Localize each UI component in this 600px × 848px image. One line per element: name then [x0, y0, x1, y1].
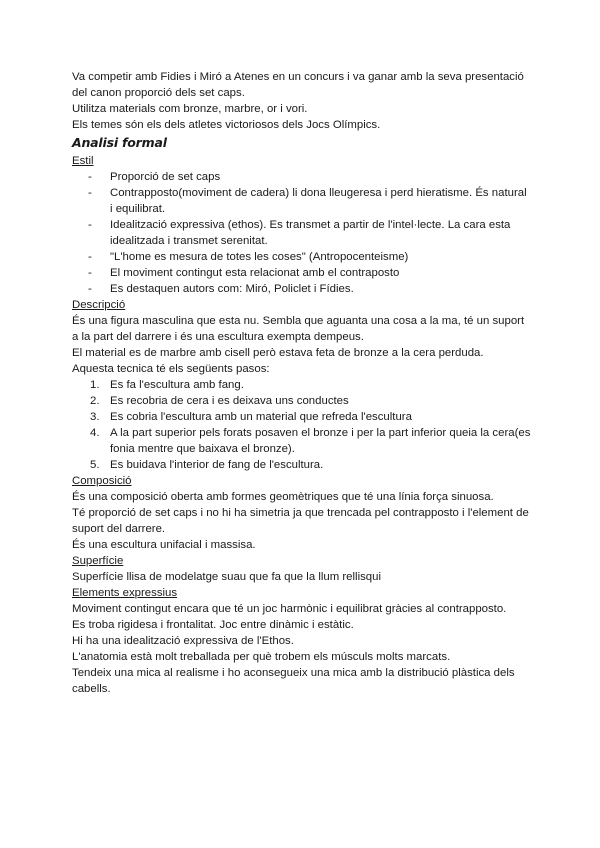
- step-item: [72, 393, 532, 409]
- step-text: A la part superior pels forats posaven el bronze i per la part inferior queia la cera(es fonia mentre que baixava el bronze).: [110, 427, 531, 455]
- list-item: - Idealització expressiva (ethos). Es transmet a partir de l'intel·lecte. La cara esta idealitzada i transmet serenitat.: [72, 217, 532, 249]
- composicio-paragraph: És una escultura unifacial i massisa.: [72, 539, 256, 551]
- section-title-elements: Elements expressius: [72, 587, 178, 599]
- elements-paragraph: Moviment contingut encara que té un joc harmònic i equilibrat gràcies al contrapposto.: [72, 603, 507, 615]
- elements-paragraph: Tendeix una mica al realisme i ho aconsegueix una mica amb la distribució plàstica dels cabells.: [72, 667, 515, 695]
- elements-paragraph: Hi ha una idealització expressiva de l'Ethos.: [72, 635, 294, 647]
- technique-steps: [72, 377, 532, 473]
- descripcio-paragraph: Aquesta tecnica té els següents pasos:: [72, 363, 270, 375]
- analysis-heading: Analisi formal: [72, 135, 167, 150]
- list-item: - "L'home es mesura de totes les coses" (Antropocenteisme): [72, 249, 532, 265]
- step-number: 1.: [90, 379, 100, 391]
- step-item: [72, 377, 532, 393]
- estil-list: [72, 169, 532, 297]
- section-title-composicio: Composició: [72, 475, 132, 487]
- step-text: Es cobria l'escultura amb un material que refreda l'escultura: [110, 411, 412, 423]
- step-number: 2.: [90, 395, 100, 407]
- intro-paragraph: Utilitza materials com bronze, marbre, or i vori.: [72, 103, 308, 115]
- elements-paragraph: L'anatomia està molt treballada per què trobem els músculs molts marcats.: [72, 651, 451, 663]
- section-title-superficie: Superfície: [72, 555, 124, 567]
- list-item: - El moviment contingut esta relacionat amb el contraposto: [72, 265, 532, 281]
- descripcio-paragraph: El material es de marbre amb cisell però estava feta de bronze a la cera perduda.: [72, 347, 484, 359]
- list-item: - Es destaquen autors com: Miró, Policlet i Fídies.: [72, 281, 532, 297]
- step-number: 5.: [90, 459, 100, 471]
- intro-block: [72, 69, 532, 133]
- step-text: Es fa l'escultura amb fang.: [110, 379, 244, 391]
- step-item: [72, 425, 532, 457]
- intro-paragraph: Va competir amb Fidies i Miró a Atenes en un concurs i va ganar amb la seva presentació del canon proporció dels set caps.: [72, 71, 524, 99]
- list-item: - Contrapposto(moviment de cadera) li dona lleugeresa i perd hieratisme. És natural i equilibrat.: [72, 185, 532, 217]
- descripcio-paragraph: És una figura masculina que esta nu. Sembla que aguanta una cosa a la ma, té un suport a la part del darrere i és una escultura exempta dempeus.: [72, 315, 525, 343]
- list-item: - Proporció de set caps: [72, 169, 532, 185]
- step-item: [72, 409, 532, 425]
- step-number: 4.: [90, 427, 100, 439]
- step-number: 3.: [90, 411, 100, 423]
- section-title-descripcio: Descripció: [72, 299, 126, 311]
- document-body: [72, 69, 532, 697]
- section-title-estil: Estil: [72, 155, 94, 167]
- composicio-paragraph: És una composició oberta amb formes geomètriques que té una línia força sinuosa.: [72, 491, 494, 503]
- step-item: [72, 457, 532, 473]
- intro-paragraph: Els temes són els dels atletes victoriosos dels Jocs Olímpics.: [72, 119, 381, 131]
- step-text: Es buidava l'interior de fang de l'escultura.: [110, 459, 324, 471]
- step-text: Es recobria de cera i es deixava uns conductes: [110, 395, 349, 407]
- composicio-paragraph: Té proporció de set caps i no hi ha simetria ja que trencada pel contrapposto i l'element de suport del darrere.: [72, 507, 529, 535]
- elements-paragraph: Es troba rigidesa i frontalitat. Joc entre dinàmic i estàtic.: [72, 619, 354, 631]
- superficie-paragraph: Superfície llisa de modelatge suau que fa que la llum rellisqui: [72, 571, 381, 583]
